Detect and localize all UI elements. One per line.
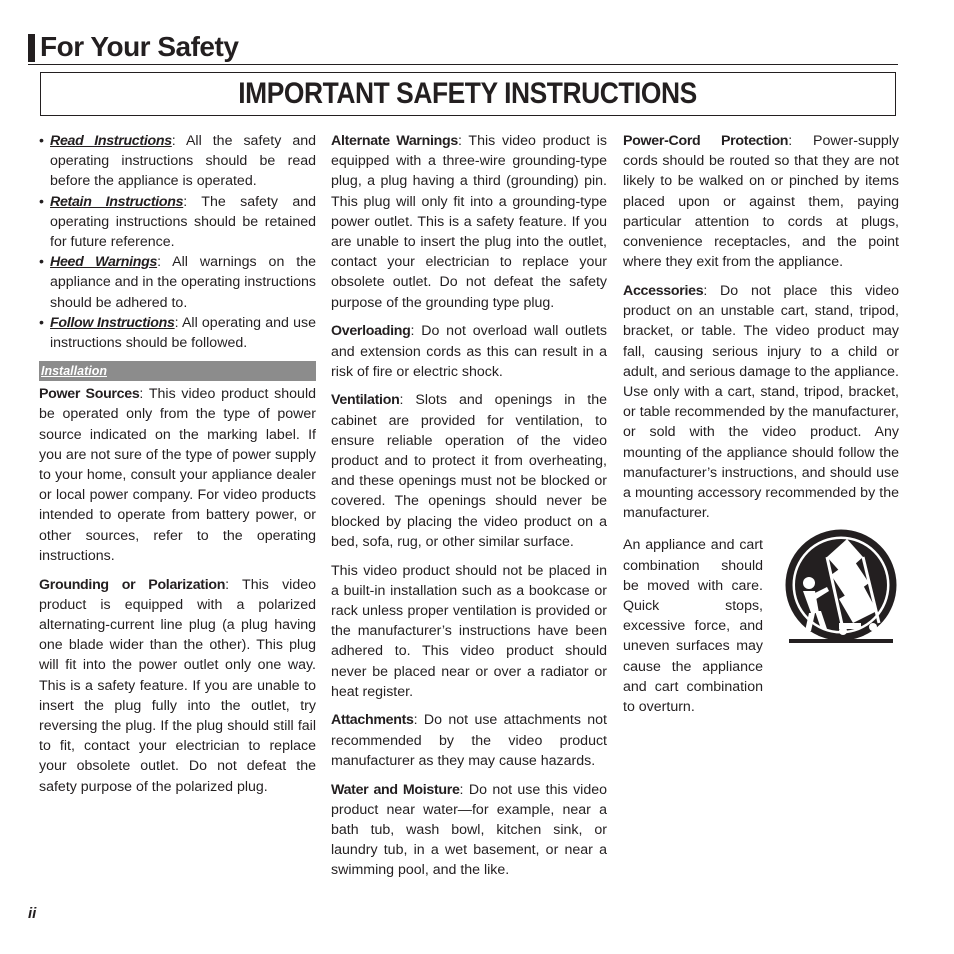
list-item: • Follow Instructions: All operating and use instructions should be followed. [39, 313, 316, 353]
header-marker [28, 34, 35, 62]
paragraph-alternate-warnings: Alternate Warnings: This video product is equipped with a three-wire grounding-type plug, a plug having a third (grounding) pin. This plug will only fit into a grounding-type power outlet. This is a safety feature. If you are unable to insert the plug into the outlet, contact your electrician to replace your obsolete outlet. Do not defeat the safety purpose of the grounding type plug. [331, 133, 607, 311]
paragraph-built-in-installation: This video product should not be placed in a built-in installation such as a bookcase or rack unless proper ventilation is provided or the manufacturer’s instructions have been adhered to. This video product should never be placed near or over a radiator or heat register. [331, 562, 607, 700]
page-title: For Your Safety [40, 31, 239, 62]
paragraph-overloading: Overloading: Do not overload wall outlets and extension cords as this can result in a risk of fire or electric shock. [331, 323, 607, 380]
column-3 [623, 131, 899, 717]
column-1 [39, 131, 316, 805]
paragraph-grounding: Grounding or Polarization: This video product is equipped with a polarized alternating-current line plug (a plug having one blade wider than the other). This plug will fit into the power outlet only one way. This is a safety feature. If you are unable to insert the plug fully into the outlet, try reversing the plug. If the plug should still fail to fit, contact your electrician to replace your obsolete outlet. Do not defeat the safety purpose of the polarized plug. [39, 576, 316, 795]
page-header [28, 30, 898, 64]
main-title: IMPORTANT SAFETY INSTRUCTIONS [238, 77, 698, 110]
column-2 [331, 131, 607, 889]
list-item: • Heed Warnings: All warnings on the appliance and in the operating instructions should be adhered to. [39, 252, 316, 313]
cart-tipover-warning-icon [783, 527, 899, 653]
paragraph-water-moisture: Water and Moisture: Do not use this video product near water—for example, near a bath tub, wash bowl, kitchen sink, or laundry tub, in a wet basement, or near a swimming pool, and the like. [331, 781, 607, 879]
header-rule [28, 64, 898, 65]
paragraph-power-cord: Power-Cord Protection: Power-supply cords should be routed so that they are not likely to be walked on or pinched by items placed upon or against them, paying particular attention to cords at plugs, convenience receptacles, and the point where they exit from the appliance. [623, 133, 899, 271]
main-title-box [40, 72, 896, 116]
paragraph-attachments: Attachments: Do not use attachments not recommended by the video product manufacturer as they may cause hazards. [331, 712, 607, 769]
bullet-label: Heed Warnings [50, 254, 158, 271]
cart-warning-text: An appliance and cart combination should be moved with care. Quick stops, excessive force, and uneven surfaces may cause the appliance and cart combination to overturn. [623, 537, 763, 715]
list-item: • Read Instructions: All the safety and operating instructions should be read before the appliance is operated. [39, 131, 316, 192]
bullet-label: Follow Instructions [50, 314, 175, 331]
bullet-label: Read Instructions [50, 133, 172, 149]
paragraph-ventilation: Ventilation: Slots and openings in the cabinet are provided for ventilation, to ensure reliable operation of the video product and to protect it from overheating, and these openings must not be blocked or covered. The openings should never be blocked by placing the video product on a bed, sofa, rug, or other similar surface. [331, 392, 607, 550]
cart-warning [623, 535, 899, 717]
page-number: ii [28, 905, 37, 922]
section-heading-installation: Installation [39, 361, 316, 381]
list-item: • Retain Instructions: The safety and operating instructions should be retained for future reference. [39, 192, 316, 253]
paragraph-accessories: Accessories: Do not place this video product on an unstable cart, stand, tripod, bracket, or table. The video product may fall, causing serious injury to a child or adult, and serious damage to the appliance. Use only with a cart, stand, tripod, bracket, or table recommended by the manufacturer, or sold with the video product. Any mounting of the appliance should follow the manufacturer’s instructions, and should use a mounting accessory recommended by the manufacturer. [623, 282, 899, 522]
paragraph-power-sources: Power Sources: This video product should be operated only from the type of power source indicated on the marking label. If you are not sure of the type of power supply to your home, consult your appliance dealer or local power company. For video products intended to operate from battery power, or other sources, refer to the operating instructions. [39, 386, 316, 564]
instruction-bullets [39, 131, 316, 353]
bullet-label: Retain Instructions [50, 193, 184, 210]
